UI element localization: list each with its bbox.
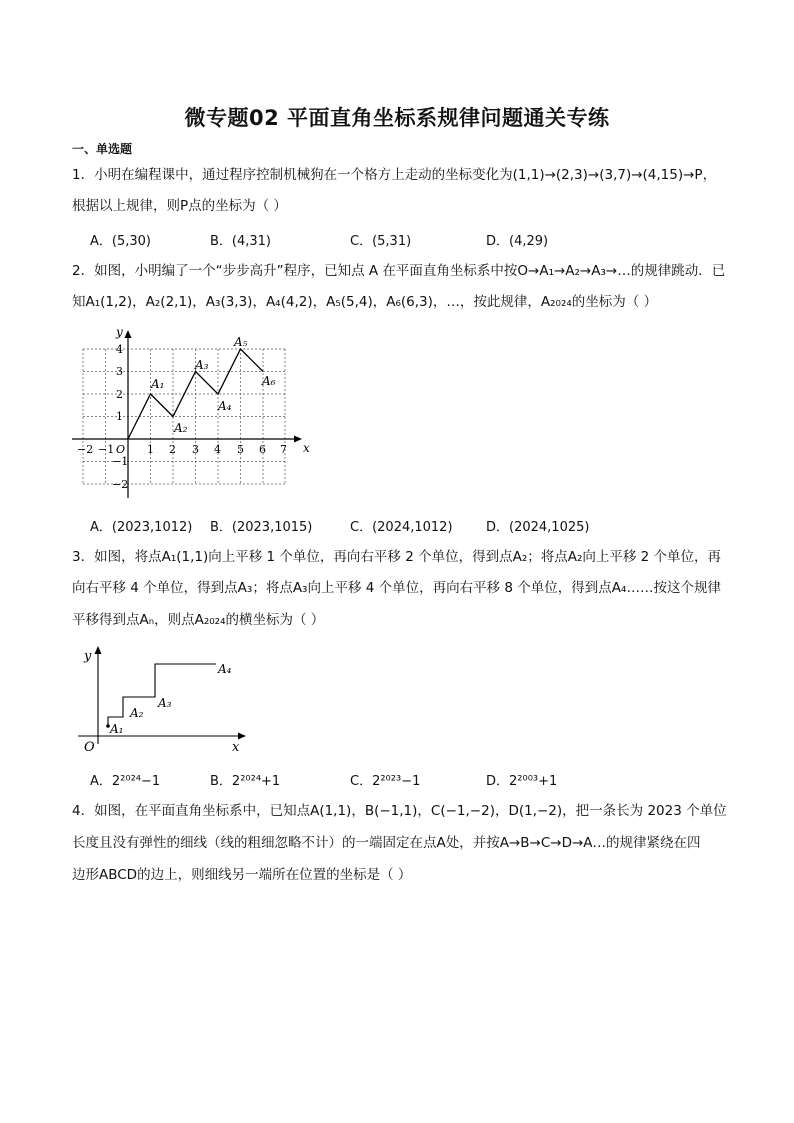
q2-option-a: A．(2023,1012) <box>90 520 193 535</box>
q1-option-a: A．(5,30) <box>90 234 151 249</box>
q2-y-arrow-icon <box>125 330 132 338</box>
section-heading: 一、单选题 <box>72 142 133 156</box>
q3-option-d: D．2²⁰⁰³+1 <box>486 774 558 789</box>
q3-x-label: x <box>232 740 240 755</box>
q2-x-arrow-icon <box>294 436 302 443</box>
q4-line-2: 长度且没有弹性的细线（线的粗细忽略不计）的一端固定在点A处，并按A→B→C→D→A…的规律紧绕在四 <box>72 835 701 851</box>
q3-point-label: A₁ <box>110 722 124 736</box>
q3-point-label: A₄ <box>218 662 232 676</box>
q2-y-tick: 4 <box>116 343 123 356</box>
q2-y-tick: −1 <box>112 455 129 468</box>
q3-y-label: y <box>84 649 92 664</box>
q2-y-tick: −2 <box>112 478 129 491</box>
q2-x-tick: 4 <box>214 443 221 456</box>
q2-option-c: C．(2024,1012) <box>350 520 453 535</box>
q2-point-label: A₆ <box>262 374 276 388</box>
q2-line-2: 知A₁(1,2)，A₂(2,1)，A₃(3,3)，A₄(4,2)，A₅(5,4)，A₆(6,3)，…，按此规律，A₂₀₂₄的坐标为（ ） <box>72 294 658 310</box>
q2-line-1: 2．如图，小明编了一个“步步高升”程序，已知点 A 在平面直角坐标系中按O→A₁→A₂→A₃→…的规律跳动．已 <box>72 263 726 279</box>
q2-point-labels <box>150 335 276 435</box>
q1-option-d: D．(4,29) <box>486 234 549 249</box>
q2-x-tick: 3 <box>192 443 199 456</box>
q2-x-tick: −1 <box>98 443 115 456</box>
q2-x-label: x <box>303 441 310 455</box>
q2-coordinate-figure <box>70 322 310 502</box>
q4-line-1: 4．如图，在平面直角坐标系中，已知点A(1,1)，B(−1,1)，C(−1,−2)，D(1,−2)，把一条长为 2023 个单位 <box>72 803 727 819</box>
q3-option-c: C．2²⁰²³−1 <box>350 774 421 789</box>
q4-line-3: 边形ABCD的边上，则细线另一端所在位置的坐标是（ ） <box>72 867 412 883</box>
q2-x-tick: −2 <box>77 443 94 456</box>
q3-option-b: B．2²⁰²⁴+1 <box>210 774 281 789</box>
q2-x-tick: 2 <box>169 443 176 456</box>
q2-option-d: D．(2024,1025) <box>486 520 590 535</box>
q3-line-3: 平移得到点Aₙ，则点A₂₀₂₄的横坐标为（ ） <box>72 612 325 628</box>
q2-x-tick: 7 <box>280 443 287 456</box>
q3-line-2: 向右平移 4 个单位，得到点A₃；将点A₃向上平移 4 个单位，再向右平移 8 个单位，得到点A₄……按这个规律 <box>72 580 721 596</box>
q1-line-1: 1．小明在编程课中，通过程序控制机械狗在一个格方上走动的坐标变化为(1,1)→(2,3)→(3,7)→(4,15)→P， <box>72 167 717 183</box>
q2-point-label: A₅ <box>234 335 248 349</box>
q2-point-label: A₃ <box>195 358 209 372</box>
q2-option-b: B．(2023,1015) <box>210 520 313 535</box>
q2-x-tick: 6 <box>259 443 266 456</box>
q3-step-path <box>108 664 216 726</box>
q3-x-arrow-icon <box>238 733 246 740</box>
q3-point-label: A₂ <box>130 706 144 720</box>
q2-y-label: y <box>116 325 123 339</box>
q2-y-tick: 3 <box>116 365 123 378</box>
q3-translation-figure <box>74 640 274 755</box>
q1-option-b: B．(4,31) <box>210 234 272 249</box>
q3-line-1: 3．如图，将点A₁(1,1)向上平移 1 个单位，再向右平移 2 个单位，得到点A₂；将点A₂向上平移 2 个单位，再 <box>72 549 722 565</box>
q2-y-tick: 2 <box>116 388 123 401</box>
q2-y-tick: 1 <box>116 410 123 423</box>
q2-x-tick: 1 <box>147 443 154 456</box>
q3-point-labels <box>109 662 232 736</box>
q1-line-2: 根据以上规律，则P点的坐标为（ ） <box>72 198 287 214</box>
q1-option-c: C．(5,31) <box>350 234 412 249</box>
q2-y-ticks <box>112 343 128 491</box>
q3-point-label: A₃ <box>158 696 172 710</box>
q2-point-label: A₂ <box>174 421 188 435</box>
q2-point-label: A₁ <box>151 377 165 391</box>
q2-x-ticks <box>77 443 287 456</box>
q2-point-label: A₄ <box>218 399 232 413</box>
q2-origin-label: O <box>116 443 126 456</box>
q3-y-arrow-icon <box>95 646 102 654</box>
q2-x-tick: 5 <box>237 443 244 456</box>
page-title: 微专题02 平面直角坐标系规律问题通关专练 <box>184 106 610 130</box>
q3-option-a: A．2²⁰²⁴−1 <box>90 774 161 789</box>
q3-origin-label: O <box>84 740 95 755</box>
